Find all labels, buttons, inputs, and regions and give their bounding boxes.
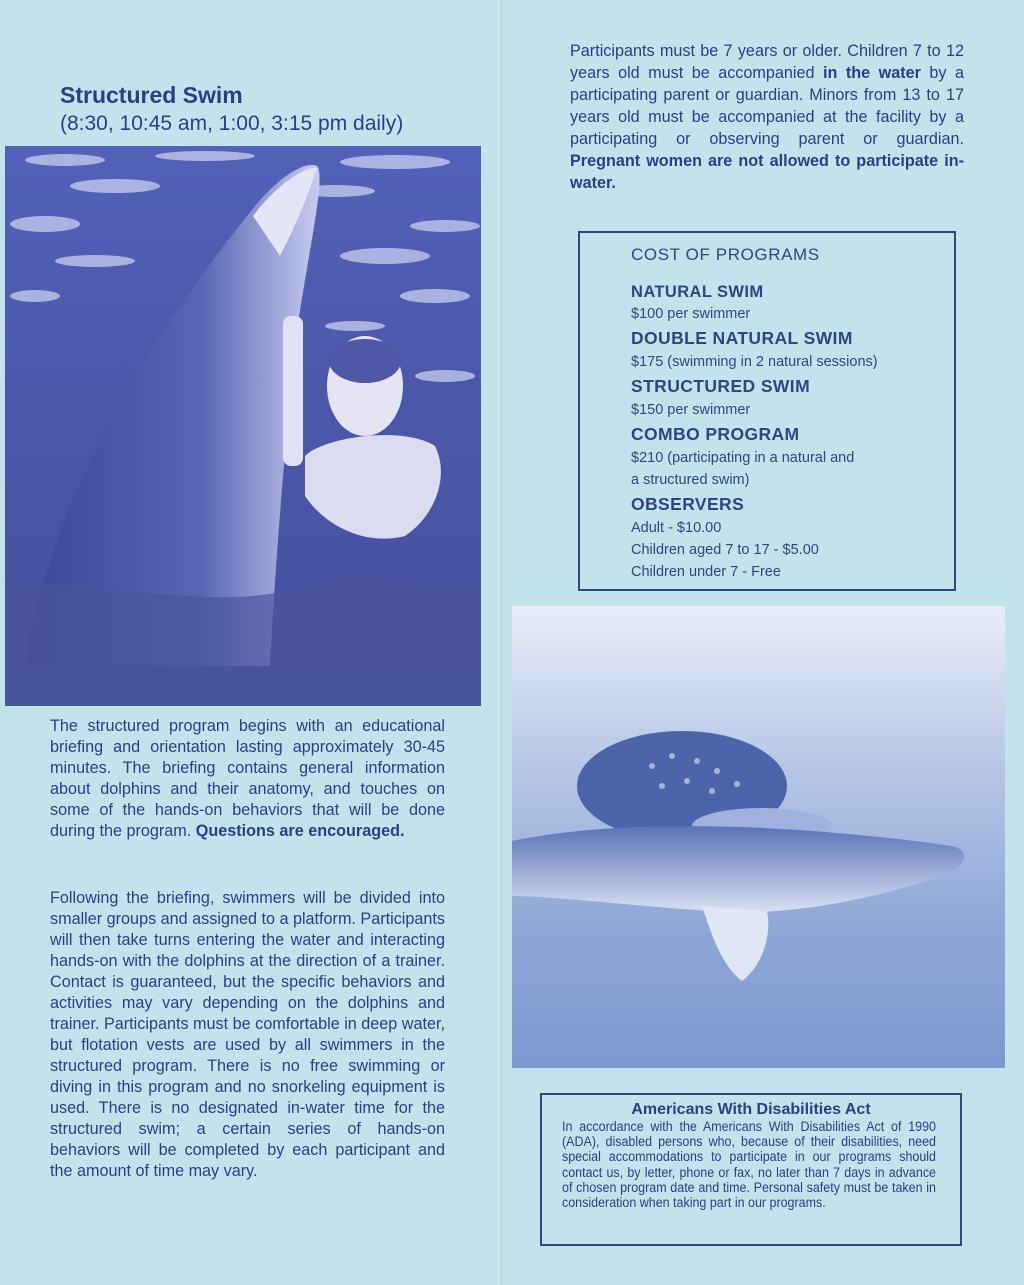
briefing-text: The structured program begins with an educational briefing and orientation lasting approximately 30-45 minutes. The briefing contains general information about dolphins and their anatomy, and touches on some of the hands-on behaviors that will be done during the program. — [50, 717, 445, 840]
ada-title: Americans With Disabilities Act — [631, 1101, 871, 1118]
cost-title: COST OF PROGRAMS — [631, 245, 820, 264]
schedule-times: (8:30, 10:45 am, 1:00, 3:15 pm daily) — [60, 112, 404, 135]
questions-encouraged: Questions are encouraged. — [195, 822, 405, 840]
cost-item-name: COMBO PROGRAM — [631, 424, 800, 444]
cost-item-line: $175 (swimming in 2 natural sessions) — [631, 354, 878, 370]
requirements-paragraph — [570, 40, 964, 194]
program-details-paragraph: Following the briefing, swimmers will be divided into smaller groups and assigned to a platform. Participants will then take turns entering the water and interacting hands-on with the dolphins at the direction of a trainer. Contact is guaranteed, but the specific behaviors and activities may vary depending on the dolphins and trainer. Participants must be comfortable in deep water, but flotation vests are used by all swimmers in the structured program. There is no free swimming or diving in this program and no snorkeling equipment is used. There is no designated in-water time for the structured swim; a certain series of hands-on behaviors will be completed by each participant and the amount of time may vary. — [50, 889, 445, 1180]
cost-of-programs-box — [578, 231, 956, 591]
cost-item-line: $100 per swimmer — [631, 306, 751, 322]
cost-item-line: Adult - $10.00 — [631, 520, 722, 536]
req-part-c: by a participating parent or guardian. Minors from 13 to 17 years old must be accompanied at the facility by a participating or observing parent or guardian. — [570, 64, 964, 148]
req-part-a: Participants must be 7 years or older. Children 7 to 12 years old must be accompanied — [570, 42, 964, 82]
ada-notice-box — [540, 1093, 962, 1246]
req-pregnant: Pregnant women are not allowed to participate in-water. — [570, 152, 964, 192]
cost-item-line: $150 per swimmer — [631, 402, 751, 418]
briefing-paragraph — [50, 716, 445, 842]
section-title: Structured Swim — [60, 82, 243, 108]
page-fold — [497, 0, 503, 1285]
dolphin-underwater-photo — [512, 606, 1005, 1068]
cost-item-name: DOUBLE NATURAL SWIM — [631, 328, 853, 348]
req-in-water: in the water — [822, 64, 921, 82]
cost-item-line: Children under 7 - Free — [631, 564, 781, 580]
cost-list — [631, 281, 951, 583]
cost-item-line: $210 (participating in a natural and — [631, 450, 855, 466]
cost-item-name: OBSERVERS — [631, 494, 745, 514]
cost-item-name: NATURAL SWIM — [631, 283, 764, 301]
cost-item-line: a structured swim) — [631, 472, 750, 488]
ada-text: In accordance with the Americans With Disabilities Act of 1990 (ADA), disabled persons who, because of their disabilities, need special accommodations to participate in our programs should contact us, by letter, phone or fax, no later than 7 days in advance of chosen program date and time. Personal safety must be taken in consideration when taking part in our programs. — [562, 1119, 936, 1212]
cost-item-line: Children aged 7 to 17 - $5.00 — [631, 542, 819, 558]
cost-item-name: STRUCTURED SWIM — [631, 376, 811, 396]
swimmer-with-dolphin-photo — [5, 146, 481, 706]
